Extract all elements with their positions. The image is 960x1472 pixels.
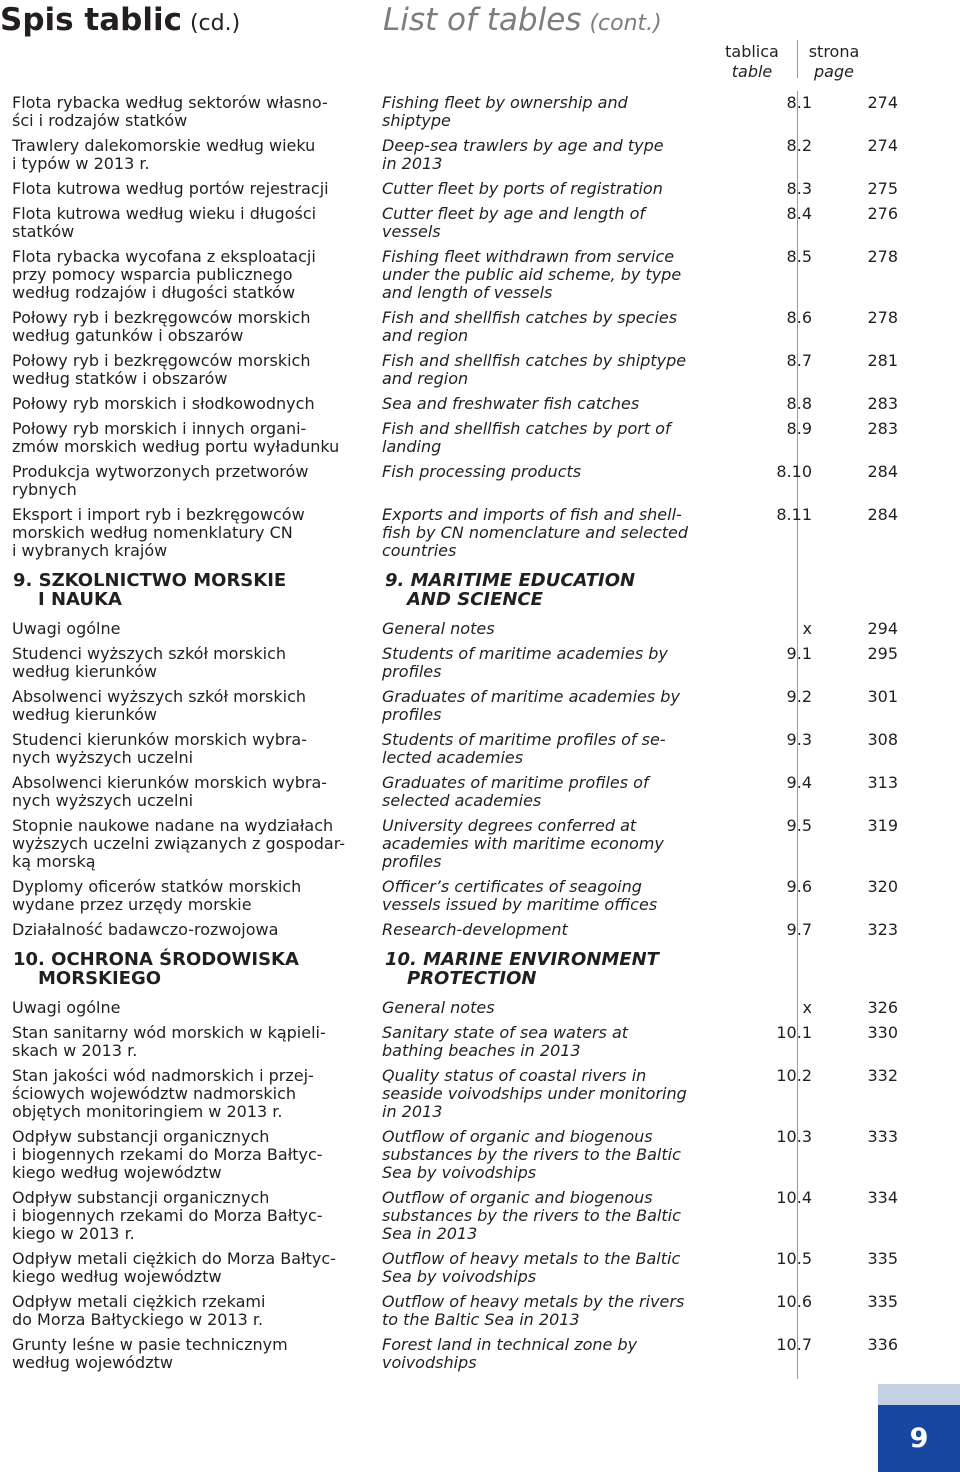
page-number-cell: 275 bbox=[867, 179, 898, 198]
table-number: 8.11 bbox=[776, 505, 812, 524]
text-line: Studenci kierunków morskich wybra- bbox=[12, 730, 307, 749]
toc-row bbox=[0, 642, 899, 685]
toc-row bbox=[0, 349, 899, 392]
page-number-cell: 326 bbox=[867, 998, 898, 1017]
text-line: Odpływ metali ciężkich do Morza Bałtyc- bbox=[12, 1249, 336, 1268]
text-line: zmów morskich według portu wyładunku bbox=[12, 437, 340, 456]
entry-title-en bbox=[382, 1125, 742, 1186]
entry-title-en bbox=[382, 814, 742, 875]
toc-row bbox=[0, 814, 899, 875]
table-number: 10.1 bbox=[776, 1023, 812, 1042]
entry-title-pl bbox=[0, 1247, 382, 1290]
title-english-main: List of tables bbox=[383, 2, 582, 38]
toc-row bbox=[0, 685, 899, 728]
text-line: fish by CN nomenclature and selected bbox=[382, 523, 689, 542]
section-title-pl bbox=[0, 564, 382, 617]
text-line: i wybranych krajów bbox=[12, 541, 168, 560]
text-line: według rodzajów i długości statków bbox=[12, 283, 296, 302]
text-line: substances by the rivers to the Baltic bbox=[382, 1206, 681, 1225]
text-line: kiego według województw bbox=[12, 1267, 222, 1286]
column-header-table-pl: tablica bbox=[725, 42, 779, 61]
text-line: academies with maritime economy bbox=[382, 834, 664, 853]
title-polish bbox=[0, 0, 240, 44]
text-line: i typów w 2013 r. bbox=[12, 154, 150, 173]
page-number-cell: 301 bbox=[867, 687, 898, 706]
table-number: 9.4 bbox=[786, 773, 812, 792]
text-line: Students of maritime academies by bbox=[382, 644, 668, 663]
entry-title-en bbox=[382, 202, 742, 245]
entry-title-pl bbox=[0, 349, 382, 392]
entry-title-en bbox=[382, 245, 742, 306]
entry-title-pl bbox=[0, 1186, 382, 1247]
entry-title-en bbox=[382, 1290, 742, 1333]
entry-title-en bbox=[382, 1064, 742, 1125]
page-number-cell: 308 bbox=[867, 730, 898, 749]
entry-title-pl bbox=[0, 1290, 382, 1333]
column-header-page-pl: strona bbox=[808, 42, 860, 61]
toc-row bbox=[0, 771, 899, 814]
text-line: przy pomocy wsparcia publicznego bbox=[12, 265, 293, 284]
text-line: voivodships bbox=[382, 1353, 477, 1372]
page-number-cell: 284 bbox=[867, 505, 898, 524]
page-number-cell: 295 bbox=[867, 644, 898, 663]
entry-title-pl bbox=[0, 875, 382, 918]
text-line: morskich według nomenklatury CN bbox=[12, 523, 293, 542]
toc-row bbox=[0, 503, 899, 564]
text-line: selected academies bbox=[382, 791, 542, 810]
entry-title-pl bbox=[0, 918, 382, 943]
table-number: 8.7 bbox=[786, 351, 812, 370]
entry-title-en bbox=[382, 642, 742, 685]
entry-title-en bbox=[382, 91, 742, 134]
text-line: in 2013 bbox=[382, 1102, 443, 1121]
text-line: Forest land in technical zone by bbox=[382, 1335, 638, 1354]
page-number-cell: 274 bbox=[867, 93, 898, 112]
toc-row bbox=[0, 1064, 899, 1125]
column-header-table-en: table bbox=[731, 62, 773, 81]
text-line: według kierunków bbox=[12, 705, 157, 724]
table-number: 10.5 bbox=[776, 1249, 812, 1268]
text-line: landing bbox=[382, 437, 442, 456]
text-line: Trawlery dalekomorskie według wieku bbox=[12, 136, 316, 155]
toc-row bbox=[0, 202, 899, 245]
text-line: Sea and freshwater fish catches bbox=[382, 394, 640, 413]
text-line: General notes bbox=[382, 998, 495, 1017]
text-line: według gatunków i obszarów bbox=[12, 326, 244, 345]
table-number: 8.8 bbox=[786, 394, 812, 413]
page-number-cell: 313 bbox=[867, 773, 898, 792]
entry-title-pl bbox=[0, 306, 382, 349]
page-tab-light bbox=[878, 1384, 960, 1405]
entry-title-pl bbox=[0, 503, 382, 564]
table-number: 9.7 bbox=[786, 920, 812, 939]
text-line: and length of vessels bbox=[382, 283, 553, 302]
entry-title-pl bbox=[0, 202, 382, 245]
text-line: Sea by voivodships bbox=[382, 1163, 537, 1182]
column-header-page bbox=[800, 42, 868, 82]
text-line: i biogennych rzekami do Morza Bałtyc- bbox=[12, 1145, 323, 1164]
text-line: według województw bbox=[12, 1353, 173, 1372]
text-line: Graduates of maritime academies by bbox=[382, 687, 680, 706]
column-header-table bbox=[716, 42, 788, 82]
text-line: in 2013 bbox=[382, 154, 443, 173]
page-number-cell: 283 bbox=[867, 419, 898, 438]
text-line: I NAUKA bbox=[38, 589, 122, 610]
text-line: lected academies bbox=[382, 748, 524, 767]
text-line: Sea by voivodships bbox=[382, 1267, 537, 1286]
table-number: 8.1 bbox=[786, 93, 812, 112]
entry-title-pl bbox=[0, 728, 382, 771]
text-line: University degrees conferred at bbox=[382, 816, 637, 835]
text-line: Dyplomy oficerów statków morskich bbox=[12, 877, 302, 896]
text-line: Sea in 2013 bbox=[382, 1224, 478, 1243]
table-number: 9.1 bbox=[786, 644, 812, 663]
table-number: 10.3 bbox=[776, 1127, 812, 1146]
text-line: rybnych bbox=[12, 480, 77, 499]
entry-title-en bbox=[382, 1333, 742, 1376]
text-line: wyższych uczelni związanych z gospodar- bbox=[12, 834, 346, 853]
text-line: kiego w 2013 r. bbox=[12, 1224, 135, 1243]
page-number-cell: 334 bbox=[867, 1188, 898, 1207]
page-number-cell bbox=[825, 943, 899, 996]
entry-title-en bbox=[382, 1186, 742, 1247]
text-line: countries bbox=[382, 541, 457, 560]
text-line: ściowych województw nadmorskich bbox=[12, 1084, 297, 1103]
table-number: 8.6 bbox=[786, 308, 812, 327]
text-line: Outflow of heavy metals to the Baltic bbox=[382, 1249, 681, 1268]
table-number bbox=[742, 943, 825, 996]
page-number-cell: 323 bbox=[867, 920, 898, 939]
text-line: bathing beaches in 2013 bbox=[382, 1041, 581, 1060]
text-line: Sanitary state of sea waters at bbox=[382, 1023, 629, 1042]
toc-row bbox=[0, 1247, 899, 1290]
text-line: wydane przez urzędy morskie bbox=[12, 895, 252, 914]
toc-row bbox=[0, 918, 899, 943]
page-number-cell: 284 bbox=[867, 462, 898, 481]
text-line: objętych monitoringiem w 2013 r. bbox=[12, 1102, 283, 1121]
text-line: Outflow of organic and biogenous bbox=[382, 1127, 653, 1146]
title-polish-cont: (cd.) bbox=[189, 11, 241, 36]
text-line: Officer’s certificates of seagoing bbox=[382, 877, 642, 896]
text-line: shiptype bbox=[382, 111, 451, 130]
table-number: 10.4 bbox=[776, 1188, 812, 1207]
entry-title-en bbox=[382, 996, 742, 1021]
text-line: do Morza Bałtyckiego w 2013 r. bbox=[12, 1310, 264, 1329]
text-line: under the public aid scheme, by type bbox=[382, 265, 682, 284]
text-line: Flota kutrowa według portów rejestracji bbox=[12, 179, 329, 198]
text-line: Fish and shellfish catches by port of bbox=[382, 419, 671, 438]
section-heading-row bbox=[0, 943, 899, 996]
text-line: Odpływ substancji organicznych bbox=[12, 1188, 270, 1207]
entry-title-en bbox=[382, 460, 742, 503]
text-line: Graduates of maritime profiles of bbox=[382, 773, 649, 792]
text-line: Absolwenci wyższych szkół morskich bbox=[12, 687, 307, 706]
text-line: statków bbox=[12, 222, 75, 241]
text-line: Odpływ metali ciężkich rzekami bbox=[12, 1292, 266, 1311]
text-line: 10. OCHRONA ŚRODOWISKA bbox=[13, 949, 299, 970]
text-line: Odpływ substancji organicznych bbox=[12, 1127, 270, 1146]
text-line: profiles bbox=[382, 705, 442, 724]
text-line: według statków i obszarów bbox=[12, 369, 228, 388]
table-number: 8.5 bbox=[786, 247, 812, 266]
text-line: ką morską bbox=[12, 852, 96, 871]
text-line: Uwagi ogólne bbox=[12, 998, 121, 1017]
text-line: Studenci wyższych szkół morskich bbox=[12, 644, 287, 663]
text-line: 9. SZKOLNICTWO MORSKIE bbox=[13, 570, 287, 591]
text-line: Fish and shellfish catches by shiptype bbox=[382, 351, 687, 370]
toc-row bbox=[0, 875, 899, 918]
page-number-cell: 335 bbox=[867, 1292, 898, 1311]
text-line: Działalność badawczo-rozwojowa bbox=[12, 920, 279, 939]
text-line: Research-development bbox=[382, 920, 568, 939]
entry-title-en bbox=[382, 875, 742, 918]
text-line: Eksport i import ryb i bezkręgowców bbox=[12, 505, 305, 524]
text-line: Stopnie naukowe nadane na wydziałach bbox=[12, 816, 334, 835]
entry-title-en bbox=[382, 617, 742, 642]
text-line: Połowy ryb morskich i innych organi- bbox=[12, 419, 307, 438]
table-number: 8.9 bbox=[786, 419, 812, 438]
entry-title-en bbox=[382, 417, 742, 460]
toc-row bbox=[0, 617, 899, 642]
entry-title-en bbox=[382, 392, 742, 417]
toc-row bbox=[0, 245, 899, 306]
table-number bbox=[742, 564, 825, 617]
text-line: Flota rybacka według sektorów własno- bbox=[12, 93, 328, 112]
text-line: profiles bbox=[382, 852, 442, 871]
text-line: kiego według województw bbox=[12, 1163, 222, 1182]
text-line: profiles bbox=[382, 662, 442, 681]
table-number: 8.4 bbox=[786, 204, 812, 223]
text-line: to the Baltic Sea in 2013 bbox=[382, 1310, 580, 1329]
table-number: 9.2 bbox=[786, 687, 812, 706]
toc-body bbox=[0, 91, 899, 1376]
text-line: PROTECTION bbox=[407, 968, 537, 989]
page-number-cell: 333 bbox=[867, 1127, 898, 1146]
entry-title-pl bbox=[0, 814, 382, 875]
table-number: x bbox=[802, 998, 812, 1017]
text-line: Fish processing products bbox=[382, 462, 582, 481]
toc-row bbox=[0, 177, 899, 202]
toc-row bbox=[0, 460, 899, 503]
entry-title-pl bbox=[0, 642, 382, 685]
text-line: Grunty leśne w pasie technicznym bbox=[12, 1335, 288, 1354]
table-of-contents bbox=[0, 91, 899, 1376]
table-number: 9.6 bbox=[786, 877, 812, 896]
page-number-cell: 283 bbox=[867, 394, 898, 413]
entry-title-pl bbox=[0, 91, 382, 134]
section-title-en bbox=[382, 564, 742, 617]
page-number-cell: 274 bbox=[867, 136, 898, 155]
text-line: AND SCIENCE bbox=[407, 589, 543, 610]
entry-title-pl bbox=[0, 617, 382, 642]
toc-row bbox=[0, 417, 899, 460]
toc-row bbox=[0, 306, 899, 349]
text-line: MORSKIEGO bbox=[38, 968, 162, 989]
entry-title-en bbox=[382, 349, 742, 392]
text-line: Stan sanitarny wód morskich w kąpieli- bbox=[12, 1023, 326, 1042]
page-number-cell bbox=[825, 564, 899, 617]
text-line: ści i rodzajów statków bbox=[12, 111, 188, 130]
page-number-cell: 336 bbox=[867, 1335, 898, 1354]
toc-row bbox=[0, 1021, 899, 1064]
text-line: and region bbox=[382, 369, 469, 388]
toc-row bbox=[0, 1125, 899, 1186]
text-line: substances by the rivers to the Baltic bbox=[382, 1145, 681, 1164]
toc-row bbox=[0, 728, 899, 771]
text-line: Outflow of heavy metals by the rivers bbox=[382, 1292, 685, 1311]
text-line: General notes bbox=[382, 619, 495, 638]
table-number: 9.5 bbox=[786, 816, 812, 835]
column-divider-header bbox=[797, 40, 798, 78]
title-english bbox=[383, 0, 662, 44]
entry-title-en bbox=[382, 503, 742, 564]
text-line: vessels bbox=[382, 222, 441, 241]
entry-title-en bbox=[382, 685, 742, 728]
text-line: Exports and imports of fish and shell- bbox=[382, 505, 682, 524]
toc-row bbox=[0, 91, 899, 134]
text-line: Deep-sea trawlers by age and type bbox=[382, 136, 664, 155]
page-number-cell: 294 bbox=[867, 619, 898, 638]
text-line: Stan jakości wód nadmorskich i przej- bbox=[12, 1066, 314, 1085]
text-line: 9. MARITIME EDUCATION bbox=[385, 570, 636, 591]
text-line: Połowy ryb morskich i słodkowodnych bbox=[12, 394, 315, 413]
page-number-cell: 335 bbox=[867, 1249, 898, 1268]
entry-title-en bbox=[382, 771, 742, 814]
text-line: i biogennych rzekami do Morza Bałtyc- bbox=[12, 1206, 323, 1225]
toc-row bbox=[0, 1290, 899, 1333]
table-number: x bbox=[802, 619, 812, 638]
entry-title-pl bbox=[0, 392, 382, 417]
table-number: 8.2 bbox=[786, 136, 812, 155]
text-line: nych wyższych uczelni bbox=[12, 791, 194, 810]
entry-title-pl bbox=[0, 1064, 382, 1125]
title-polish-main: Spis tablic bbox=[0, 2, 182, 38]
entry-title-pl bbox=[0, 996, 382, 1021]
column-header-page-en: page bbox=[814, 62, 854, 81]
text-line: Absolwenci kierunków morskich wybra- bbox=[12, 773, 328, 792]
table-number: 8.3 bbox=[786, 179, 812, 198]
entry-title-en bbox=[382, 728, 742, 771]
entry-title-en bbox=[382, 306, 742, 349]
table-number: 9.3 bbox=[786, 730, 812, 749]
text-line: Fishing fleet by ownership and bbox=[382, 93, 628, 112]
page-number-cell: 320 bbox=[867, 877, 898, 896]
page-number-cell: 278 bbox=[867, 247, 898, 266]
text-line: nych wyższych uczelni bbox=[12, 748, 194, 767]
page-number-cell: 330 bbox=[867, 1023, 898, 1042]
text-line: Połowy ryb i bezkręgowców morskich bbox=[12, 308, 311, 327]
entry-title-pl bbox=[0, 1021, 382, 1064]
entry-title-pl bbox=[0, 1125, 382, 1186]
text-line: Flota kutrowa według wieku i długości bbox=[12, 204, 317, 223]
page-number: 9 bbox=[878, 1405, 960, 1472]
page-number-cell: 319 bbox=[867, 816, 898, 835]
page-number-cell: 281 bbox=[867, 351, 898, 370]
toc-row bbox=[0, 392, 899, 417]
entry-title-en bbox=[382, 177, 742, 202]
text-line: seaside voivodships under monitoring bbox=[382, 1084, 687, 1103]
entry-title-pl bbox=[0, 417, 382, 460]
page-number-cell: 276 bbox=[867, 204, 898, 223]
entry-title-pl bbox=[0, 245, 382, 306]
page-number-cell: 278 bbox=[867, 308, 898, 327]
table-number: 8.10 bbox=[776, 462, 812, 481]
section-title-en bbox=[382, 943, 742, 996]
text-line: Quality status of coastal rivers in bbox=[382, 1066, 647, 1085]
text-line: Połowy ryb i bezkręgowców morskich bbox=[12, 351, 311, 370]
text-line: Flota rybacka wycofana z eksploatacji bbox=[12, 247, 316, 266]
entry-title-en bbox=[382, 918, 742, 943]
text-line: Uwagi ogólne bbox=[12, 619, 121, 638]
entry-title-pl bbox=[0, 685, 382, 728]
section-heading-row bbox=[0, 564, 899, 617]
table-number: 10.2 bbox=[776, 1066, 812, 1085]
section-title-pl bbox=[0, 943, 382, 996]
toc-row bbox=[0, 1186, 899, 1247]
entry-title-en bbox=[382, 1021, 742, 1064]
entry-title-pl bbox=[0, 460, 382, 503]
text-line: Produkcja wytworzonych przetworów bbox=[12, 462, 309, 481]
text-line: Fish and shellfish catches by species bbox=[382, 308, 678, 327]
text-line: Students of maritime profiles of se- bbox=[382, 730, 666, 749]
text-line: Cutter fleet by age and length of bbox=[382, 204, 646, 223]
entry-title-en bbox=[382, 134, 742, 177]
table-number: 10.6 bbox=[776, 1292, 812, 1311]
toc-row bbox=[0, 996, 899, 1021]
text-line: Cutter fleet by ports of registration bbox=[382, 179, 663, 198]
text-line: 10. MARINE ENVIRONMENT bbox=[385, 949, 659, 970]
page-number-cell: 332 bbox=[867, 1066, 898, 1085]
toc-row bbox=[0, 1333, 899, 1376]
toc-row bbox=[0, 134, 899, 177]
text-line: według kierunków bbox=[12, 662, 157, 681]
text-line: Fishing fleet withdrawn from service bbox=[382, 247, 675, 266]
entry-title-en bbox=[382, 1247, 742, 1290]
title-english-cont: (cont.) bbox=[589, 11, 662, 36]
entry-title-pl bbox=[0, 1333, 382, 1376]
table-number: 10.7 bbox=[776, 1335, 812, 1354]
entry-title-pl bbox=[0, 177, 382, 202]
text-line: and region bbox=[382, 326, 469, 345]
entry-title-pl bbox=[0, 771, 382, 814]
text-line: vessels issued by maritime offices bbox=[382, 895, 658, 914]
entry-title-pl bbox=[0, 134, 382, 177]
text-line: Outflow of organic and biogenous bbox=[382, 1188, 653, 1207]
text-line: skach w 2013 r. bbox=[12, 1041, 138, 1060]
